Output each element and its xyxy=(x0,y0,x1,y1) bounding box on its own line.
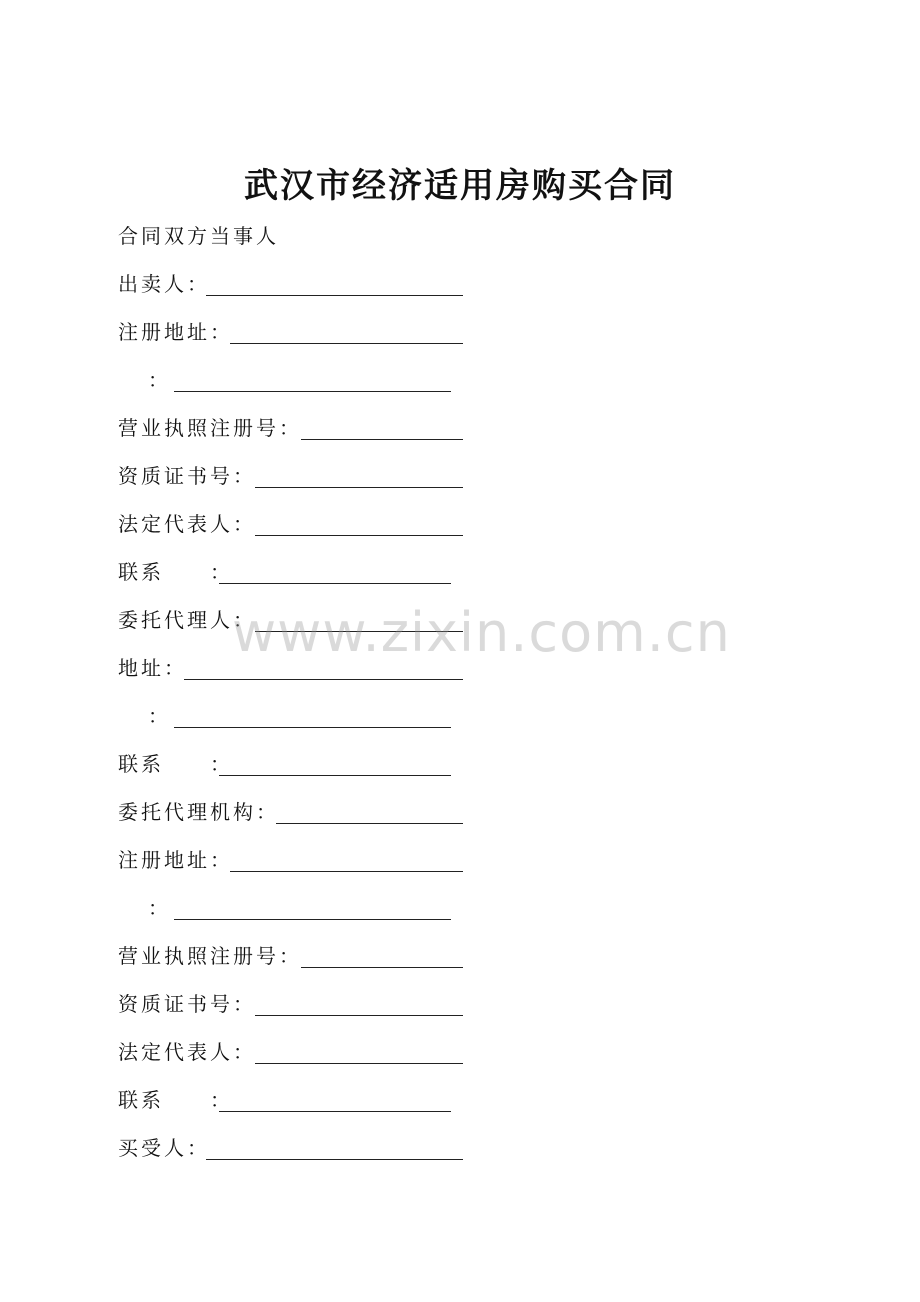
field-label: 注册地址： xyxy=(118,848,233,872)
seller-field xyxy=(118,269,210,299)
business-license-field xyxy=(118,941,302,971)
contact-field xyxy=(118,749,233,779)
legal-representative-field xyxy=(118,1037,256,1067)
agency-field xyxy=(118,797,279,827)
contact-field xyxy=(118,557,233,587)
blank-line[interactable] xyxy=(219,583,451,584)
blank-line[interactable] xyxy=(276,823,463,824)
contact-field xyxy=(118,1085,233,1115)
qualification-cert-field xyxy=(118,461,256,491)
address-field xyxy=(118,653,187,683)
blank-line[interactable] xyxy=(174,919,451,920)
blank-line[interactable] xyxy=(174,391,451,392)
blank-line[interactable] xyxy=(301,439,463,440)
qualification-cert-field xyxy=(118,989,256,1019)
unlabeled-field xyxy=(148,701,171,731)
field-label: 出卖人： xyxy=(118,272,210,296)
blank-line[interactable] xyxy=(255,1015,463,1016)
blank-line[interactable] xyxy=(206,1159,463,1160)
blank-line[interactable] xyxy=(174,727,451,728)
field-label: 联系 ： xyxy=(118,560,233,584)
field-label: 法定代表人： xyxy=(118,1040,256,1064)
blank-line[interactable] xyxy=(255,1063,463,1064)
field-label: 营业执照注册号： xyxy=(118,416,302,440)
registered-address-field xyxy=(118,317,233,347)
field-label: 联系 ： xyxy=(118,752,233,776)
field-label: 资质证书号： xyxy=(118,464,256,488)
field-label: 注册地址： xyxy=(118,320,233,344)
blank-line[interactable] xyxy=(255,631,463,632)
watermark: www.zixin.com.cn xyxy=(232,601,731,664)
field-label: 联系 ： xyxy=(118,1088,233,1112)
field-label: 资质证书号： xyxy=(118,992,256,1016)
field-label: ： xyxy=(148,896,171,920)
blank-line[interactable] xyxy=(184,679,463,680)
legal-representative-field xyxy=(118,509,256,539)
field-label: 买受人： xyxy=(118,1136,210,1160)
blank-line[interactable] xyxy=(206,295,463,296)
blank-line[interactable] xyxy=(230,343,463,344)
field-label: ： xyxy=(148,368,171,392)
blank-line[interactable] xyxy=(230,871,463,872)
blank-line[interactable] xyxy=(219,1111,451,1112)
contract-title: 武汉市经济适用房购买合同 xyxy=(244,166,676,206)
field-label: 法定代表人： xyxy=(118,512,256,536)
buyer-field xyxy=(118,1133,210,1163)
field-label: 委托代理人： xyxy=(118,608,256,632)
field-label: 地址： xyxy=(118,656,187,680)
field-label: ： xyxy=(148,704,171,728)
blank-line[interactable] xyxy=(255,487,463,488)
agent-field xyxy=(118,605,256,635)
field-label: 合同双方当事人 xyxy=(118,224,279,248)
unlabeled-field xyxy=(148,365,171,395)
unlabeled-field xyxy=(148,893,171,923)
blank-line[interactable] xyxy=(255,535,463,536)
registered-address-field xyxy=(118,845,233,875)
field-label: 委托代理机构： xyxy=(118,800,279,824)
blank-line[interactable] xyxy=(219,775,451,776)
parties-heading xyxy=(118,221,279,251)
field-label: 营业执照注册号： xyxy=(118,944,302,968)
blank-line[interactable] xyxy=(301,967,463,968)
business-license-field xyxy=(118,413,302,443)
